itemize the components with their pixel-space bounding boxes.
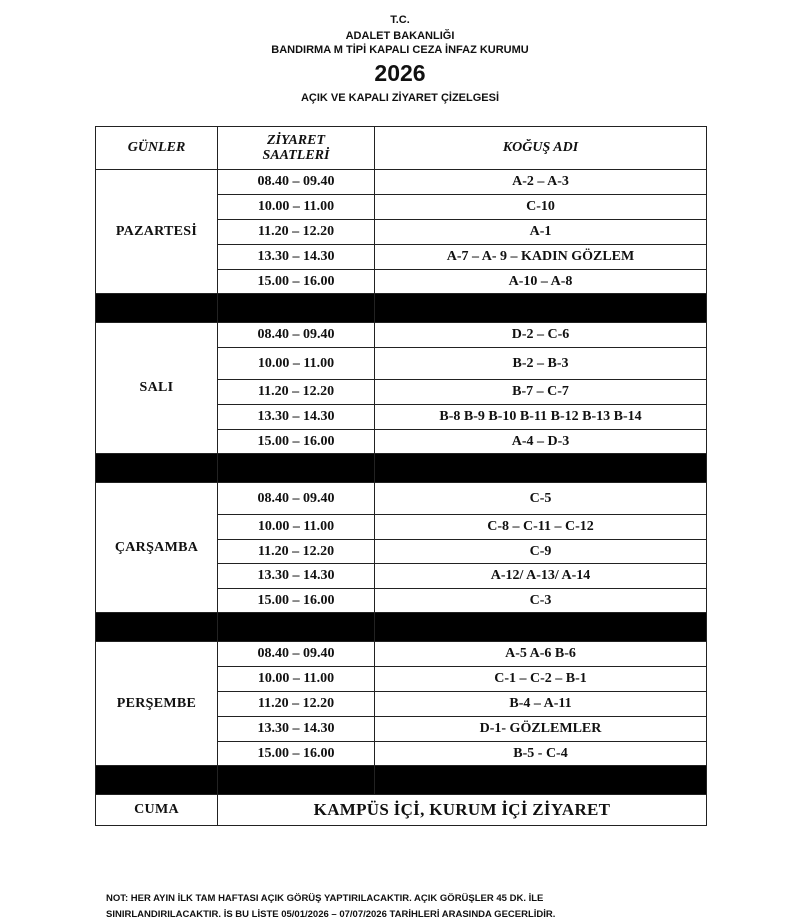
day-tuesday: SALI xyxy=(96,323,218,454)
ward-cell: B-2 – B-3 xyxy=(375,348,707,380)
time-cell: 13.30 – 14.30 xyxy=(218,564,375,589)
header-ward-name: KOĞUŞ ADI xyxy=(375,127,707,170)
time-cell: 13.30 – 14.30 xyxy=(218,245,375,270)
day-monday: PAZARTESİ xyxy=(96,170,218,294)
separator-row xyxy=(96,766,707,795)
time-cell: 08.40 – 09.40 xyxy=(218,642,375,667)
footer-note-line2: SINIRLANDIRILACAKTIR. İS BU LİSTE 05/01/2026 – 07/07/2026 TARİHLERİ ARASINDA GECERLİDİR. xyxy=(106,909,556,920)
footer-note-line1: NOT: HER AYIN İLK TAM HAFTASI AÇIK GÖRÜŞ YAPTIRILACAKTIR. AÇIK GÖRÜŞLER 45 DK. İLE xyxy=(106,893,544,904)
header-tc: T.C. xyxy=(390,14,410,26)
ward-cell: C-10 xyxy=(375,195,707,220)
ward-cell: B-8 B-9 B-10 B-11 B-12 B-13 B-14 xyxy=(375,405,707,430)
ward-cell: D-1- GÖZLEMLER xyxy=(375,717,707,742)
time-cell: 15.00 – 16.00 xyxy=(218,270,375,294)
day-thursday: PERŞEMBE xyxy=(96,642,218,766)
day-wednesday: ÇARŞAMBA xyxy=(96,483,218,613)
ward-cell: A-5 A-6 B-6 xyxy=(375,642,707,667)
friday-note: KAMPÜS İÇİ, KURUM İÇİ ZİYARET xyxy=(218,795,707,826)
ward-cell: A-2 – A-3 xyxy=(375,170,707,195)
header-ministry: ADALET BAKANLIĞI xyxy=(345,30,455,42)
ward-cell: C-9 xyxy=(375,540,707,564)
time-cell: 10.00 – 11.00 xyxy=(218,195,375,220)
ward-cell: B-7 – C-7 xyxy=(375,380,707,405)
header-visit-hours-line2: SAATLERİ xyxy=(262,148,330,163)
table-row xyxy=(96,170,707,195)
ward-cell: A-7 – A- 9 – KADIN GÖZLEM xyxy=(375,245,707,270)
header-days: GÜNLER xyxy=(96,127,218,170)
ward-cell: C-1 – C-2 – B-1 xyxy=(375,667,707,692)
time-cell: 15.00 – 16.00 xyxy=(218,742,375,766)
visit-schedule-table xyxy=(95,126,707,826)
time-cell: 13.30 – 14.30 xyxy=(218,717,375,742)
header-year: 2026 xyxy=(374,60,426,86)
time-cell: 08.40 – 09.40 xyxy=(218,170,375,195)
ward-cell: A-1 xyxy=(375,220,707,245)
table-row-friday xyxy=(96,795,707,826)
day-friday: CUMA xyxy=(96,795,218,826)
header-visit-hours xyxy=(218,127,375,170)
time-cell: 11.20 – 12.20 xyxy=(218,692,375,717)
table-row xyxy=(96,642,707,667)
time-cell: 13.30 – 14.30 xyxy=(218,405,375,430)
time-cell: 10.00 – 11.00 xyxy=(218,515,375,540)
ward-cell: C-8 – C-11 – C-12 xyxy=(375,515,707,540)
footer-note xyxy=(106,891,706,923)
time-cell: 11.20 – 12.20 xyxy=(218,540,375,564)
ward-cell: C-5 xyxy=(375,483,707,515)
ward-cell: D-2 – C-6 xyxy=(375,323,707,348)
time-cell: 15.00 – 16.00 xyxy=(218,589,375,613)
separator-row xyxy=(96,294,707,323)
time-cell: 10.00 – 11.00 xyxy=(218,348,375,380)
time-cell: 10.00 – 11.00 xyxy=(218,667,375,692)
ward-cell: A-12/ A-13/ A-14 xyxy=(375,564,707,589)
time-cell: 15.00 – 16.00 xyxy=(218,430,375,454)
table-row xyxy=(96,323,707,348)
table-row xyxy=(96,483,707,515)
time-cell: 08.40 – 09.40 xyxy=(218,323,375,348)
time-cell: 11.20 – 12.20 xyxy=(218,380,375,405)
header-visit-hours-line1: ZİYARET xyxy=(266,132,326,148)
header-subtitle: AÇIK VE KAPALI ZİYARET ÇİZELGESİ xyxy=(300,92,500,104)
ward-cell: A-10 – A-8 xyxy=(375,270,707,294)
table-header-row xyxy=(96,127,707,170)
ward-cell: B-4 – A-11 xyxy=(375,692,707,717)
ward-cell: A-4 – D-3 xyxy=(375,430,707,454)
header-institution: BANDIRMA M TİPİ KAPALI CEZA İNFAZ KURUMU xyxy=(271,44,529,56)
time-cell: 08.40 – 09.40 xyxy=(218,483,375,515)
time-cell: 11.20 – 12.20 xyxy=(218,220,375,245)
separator-row xyxy=(96,613,707,642)
ward-cell: B-5 - C-4 xyxy=(375,742,707,766)
ward-cell: C-3 xyxy=(375,589,707,613)
separator-row xyxy=(96,454,707,483)
